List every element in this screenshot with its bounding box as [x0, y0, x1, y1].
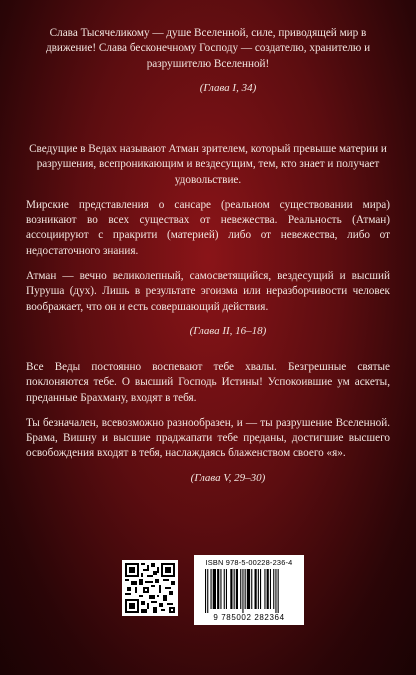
barcode-bar — [217, 569, 219, 609]
barcode-bar — [255, 569, 257, 609]
barcode-bar — [278, 569, 279, 613]
barcode-bar — [260, 569, 261, 609]
barcode-bar — [226, 569, 227, 609]
barcode-bar — [211, 569, 212, 609]
quote-paragraph: Все Веды постоянно воспевают тебе хвалы. Безгрешные святые поклоняются тебе. О высший Господь Истины! Успокоившие ум аскеты, преданные Брахману, входят в тебя. — [26, 361, 390, 404]
barcode-bar — [242, 569, 243, 613]
citation: (Глава II, 16–18) — [189, 324, 267, 337]
barcode-bar — [224, 569, 225, 609]
barcode-bar — [270, 569, 271, 609]
quote-paragraph: Мирские представления о сансаре (реальном существовании мира) возникают во всех существах от невежества. Реальность (Атман) ассоциируют с пракрити (материей) либо от невежества, либо от недостаточного знания. — [26, 198, 390, 257]
barcode-bar — [213, 569, 216, 609]
barcode-bar — [245, 569, 246, 609]
qr-code — [122, 560, 178, 616]
barcode-bar — [236, 569, 238, 609]
quote-section-2 — [26, 142, 390, 338]
barcode-bar — [205, 569, 206, 613]
quote-paragraph: Ты безначален, всевозможно разнообразен, и — ты разрушение Вселенной. Брама, Вишну и высшие праджапати тебе преданы, достигшие высшего освобождения входят в тебя, наслаждаясь блаженством своего «я». — [26, 416, 390, 460]
citation: (Глава V, 29–30) — [190, 471, 266, 484]
citation: (Глава I, 34) — [199, 81, 257, 94]
isbn-digits: 9 785002 282364 — [213, 613, 285, 622]
qr-code-graphic — [125, 563, 175, 613]
barcode-bar — [258, 569, 259, 609]
quote-section-3 — [26, 360, 390, 485]
barcode-bar — [230, 569, 232, 609]
barcode-bar — [240, 569, 241, 609]
quote-paragraph: Сведущие в Ведах называют Атман зрителем, который превыше материи и разрушения, всепроникающим и вездесущим, тем, кто знает и получает удовольствие. — [29, 143, 387, 186]
barcode-bar — [234, 569, 235, 609]
barcode-bar — [251, 569, 252, 609]
quote-paragraph: Атман — вечно великолепный, самосветящийся, вездесущий и высший Пуруша (дух). Лишь в результате эгоизма или неразборчивости человек воображает, что он и есть совершающий действия. — [26, 270, 390, 313]
quote-section-1 — [26, 26, 390, 95]
barcode-bar — [273, 569, 274, 609]
barcode-bar — [207, 569, 208, 613]
barcode-bars — [201, 569, 297, 613]
isbn-barcode — [194, 555, 304, 625]
barcode-bar — [264, 569, 265, 609]
barcode-bar — [220, 569, 221, 609]
isbn-label: ISBN 978-5-00228-236-4 — [205, 558, 293, 567]
barcode-bar — [247, 569, 250, 609]
quote-paragraph: Слава Тысячеликому — душе Вселенной, силе, приводящей мир в движение! Слава бесконечному Господу — создателю, хранителю и разрушителю Вселенной! — [45, 27, 371, 70]
barcode-bar — [267, 569, 269, 609]
barcode-bar — [275, 569, 276, 613]
